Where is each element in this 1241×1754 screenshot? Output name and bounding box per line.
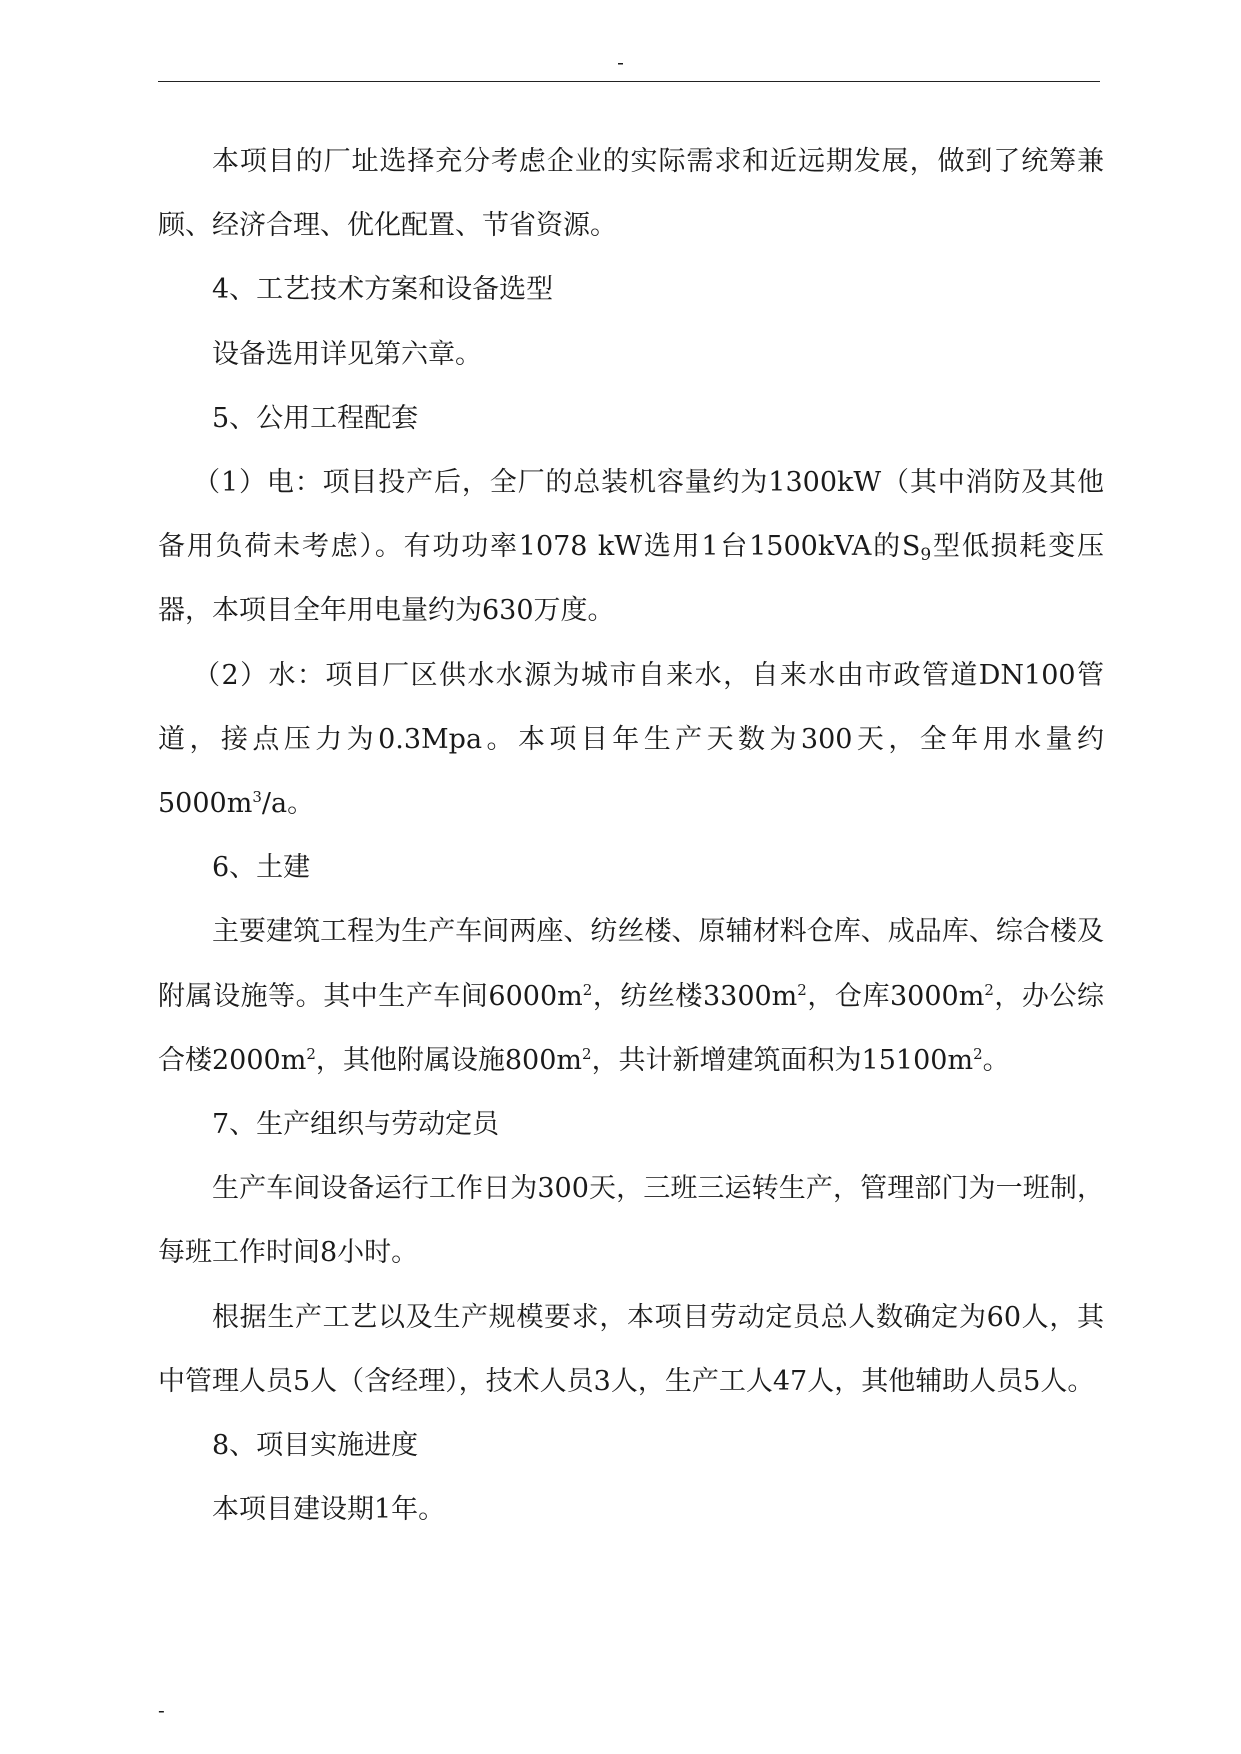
electricity-text-1: （1）电：项目投产后，全厂的总装机容量约为1300kW（其中消防及其他备用负荷未考虑）。有功功率1078 kW选用1台1500kVA的S bbox=[158, 467, 1104, 563]
area-superscript: 2 bbox=[582, 1044, 592, 1063]
cubic-superscript: 3 bbox=[252, 788, 262, 807]
paragraph-work-schedule: 生产车间设备运行工作日为300天，三班三运转生产，管理部门为一班制，每班工作时间8小时。 bbox=[158, 1173, 1104, 1269]
buildings-text-1: 主要建筑工程为生产车间两座、纺丝楼、原辅材料仓库、成品库、综合楼及附属设施等。其中生产车间6000m bbox=[158, 916, 1104, 1012]
page-header-mark: - bbox=[617, 50, 624, 74]
heading-staffing: 7、生产组织与劳动定员 bbox=[212, 1109, 500, 1141]
transformer-subscript: 9 bbox=[920, 545, 932, 566]
paragraph-equipment-selection: 设备选用详见第六章。 bbox=[212, 338, 482, 370]
buildings-text-7: 。 bbox=[982, 1044, 1010, 1076]
paragraph-construction-period: 本项目建设期1年。 bbox=[212, 1494, 446, 1526]
page-footer-mark: - bbox=[158, 1698, 165, 1722]
paragraph-site-selection: 本项目的厂址选择充分考虑企业的实际需求和近远期发展，做到了统筹兼顾、经济合理、优化配置、节省资源。 bbox=[158, 146, 1104, 242]
electricity-text-2: 型低损耗变压器，本项目全年用电量约为630万度。 bbox=[158, 531, 1104, 627]
area-superscript: 2 bbox=[306, 1044, 316, 1063]
heading-utilities: 5、公用工程配套 bbox=[212, 402, 419, 434]
water-text-2: /a。 bbox=[261, 788, 315, 820]
area-superscript: 2 bbox=[797, 980, 807, 999]
paragraph-electricity bbox=[158, 451, 1104, 644]
buildings-text-2: ，纺丝楼3300m bbox=[592, 980, 798, 1012]
heading-schedule: 8、项目实施进度 bbox=[212, 1430, 419, 1462]
buildings-text-4: ，办公综合楼2000m bbox=[158, 980, 1104, 1076]
area-superscript: 2 bbox=[973, 1044, 983, 1063]
paragraph-water bbox=[158, 644, 1104, 837]
area-superscript: 2 bbox=[582, 980, 593, 999]
buildings-text-5: ，其他附属设施800m bbox=[315, 1044, 583, 1076]
paragraph-staff-count: 根据生产工艺以及生产规模要求，本项目劳动定员总人数确定为60人，其中管理人员5人（含经理），技术人员3人，生产工人47人，其他辅助人员5人。 bbox=[158, 1301, 1104, 1397]
buildings-text-3: ，仓库3000m bbox=[806, 980, 985, 1012]
document-body bbox=[158, 130, 1104, 1542]
heading-process-equipment: 4、工艺技术方案和设备选型 bbox=[212, 274, 554, 306]
header-rule bbox=[158, 81, 1100, 82]
heading-civil-works: 6、土建 bbox=[212, 852, 311, 884]
area-superscript: 2 bbox=[984, 980, 994, 999]
buildings-text-6: ，共计新增建筑面积为15100m bbox=[591, 1044, 974, 1076]
water-text-1: （2）水：项目厂区供水水源为城市自来水，自来水由市政管道DN100管道，接点压力为0.3Mpa。本项目年生产天数为300天，全年用水量约5000m bbox=[158, 659, 1104, 820]
paragraph-buildings bbox=[158, 900, 1104, 1093]
